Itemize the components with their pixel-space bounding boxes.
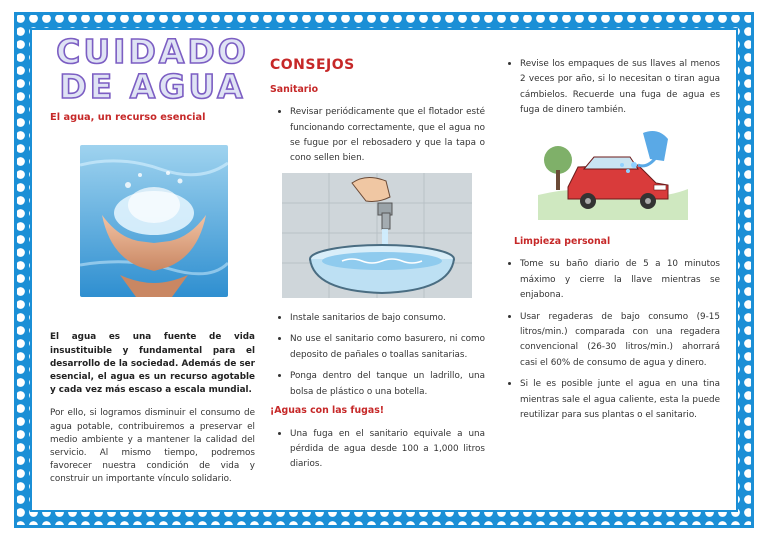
fugas-list [270, 425, 485, 473]
consejos-heading: CONSEJOS [270, 57, 355, 73]
section-sanitario: Sanitario [270, 83, 319, 95]
car-washing-illustration [538, 125, 720, 225]
empaques-list [500, 55, 720, 119]
list-item: • Si le es posible junte el agua en una tina mientras sale el agua caliente, esta la puede reutilizar para sus plantas o el sanitario. [520, 375, 720, 423]
sanitario-list [270, 103, 485, 167]
limpieza-list [500, 255, 720, 423]
intro-paragraph: Por ello, si logramos disminuir el consumo de agua potable, contribuiremos a preservar el medio ambiente y a mantener la calidad del servicio. Al mismo tiempo, podremos favorecer nuestra condición de vida y construir un importante vínculo solidario. [50, 408, 255, 485]
faucet-basin-illustration [282, 173, 485, 303]
sanitario-tips-list [270, 309, 485, 400]
list-item: • Revisar periódicamente que el flotador esté funcionando correctamente, que el agua no se fugue por el rebosadero y que la tapa o cono sellen bien. [290, 103, 485, 167]
list-item: • Una fuga en el sanitario equivale a una pérdida de agua desde 100 a 1,000 litros diarios. [290, 425, 485, 473]
list-item: • Usar regaderas de bajo consumo (9-15 litros/min.) comparada con una regadera convencional (26-30 litros/min.) ahorrará casi el 60% de consumo de agua y dinero. [520, 308, 720, 372]
column-limpieza [500, 55, 720, 427]
list-item: • Ponga dentro del tanque un ladrillo, una bolsa de plástico o una botella. [290, 367, 485, 400]
intro-paragraph-bold: El agua es una fuente de vida insustituible y fundamental para el desarrollo de la sociedad. Además de ser esencial, el agua es un recurso agotable y cada vez más escaso a escala mundial. [50, 332, 255, 396]
hands-water-photo [80, 145, 228, 297]
column-intro [50, 32, 255, 487]
list-item: • Tome su baño diario de 5 a 10 minutos máximo y cierre la llave mientras se enjabona. [520, 255, 720, 303]
title-line-2: DE AGUA [59, 66, 246, 106]
section-limpieza: Limpieza personal [514, 235, 611, 247]
title-line-1: CUIDADO [56, 32, 249, 71]
main-title [50, 32, 255, 106]
column-consejos [270, 55, 485, 477]
list-item: • Instale sanitarios de bajo consumo. [290, 309, 485, 326]
list-item: • Revise los empaques de sus llaves al menos 2 veces por año, si lo necesitan o tiran agua cámbielos. Recuerde una fuga de agua es fuga de dinero también. [520, 55, 720, 119]
section-fugas: ¡Aguas con las fugas! [270, 405, 385, 417]
intro-subtitle: El agua, un recurso esencial [50, 112, 206, 124]
list-item: • No use el sanitario como basurero, ni como deposito de pañales o toallas sanitarias. [290, 330, 485, 363]
